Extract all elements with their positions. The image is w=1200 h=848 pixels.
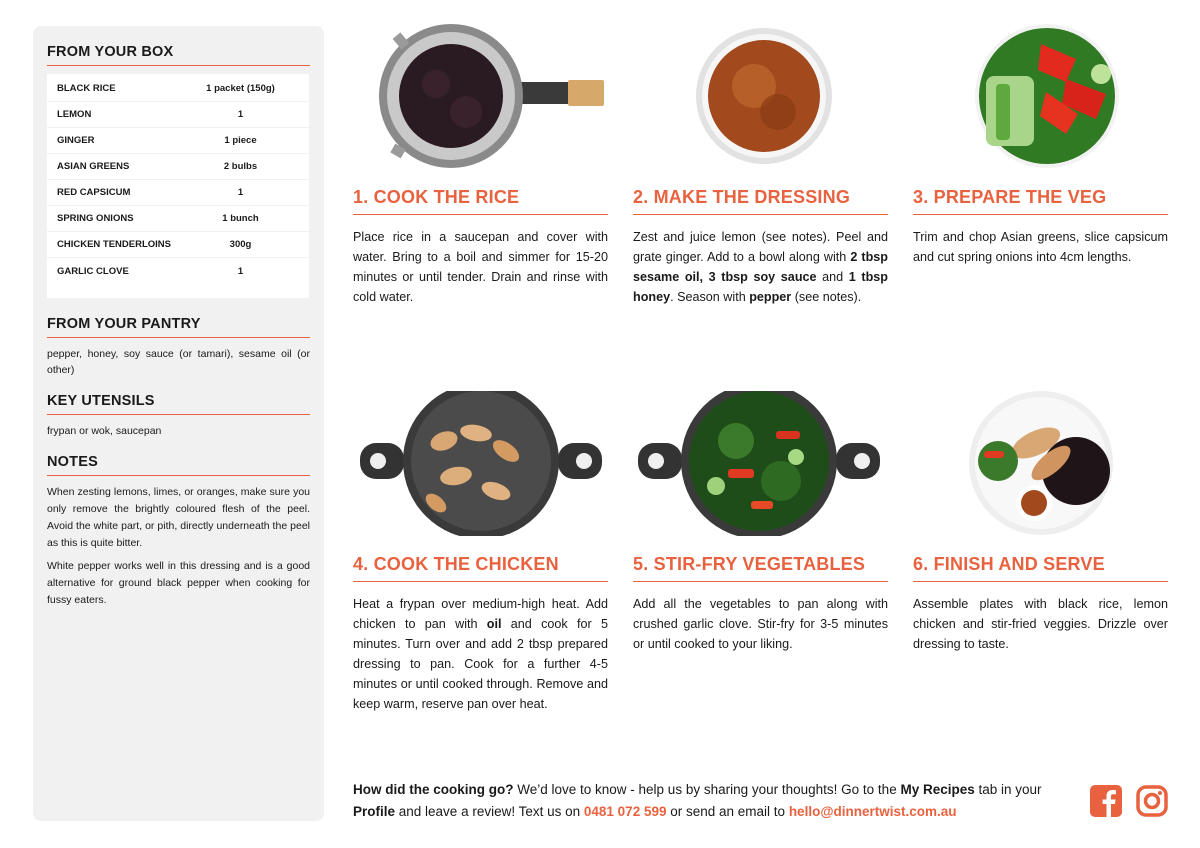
text-segment: and leave a review! Text us on	[395, 804, 584, 819]
step-title: 1. COOK THE RICE	[353, 187, 608, 215]
key-utensils-heading: KEY UTENSILS	[47, 393, 310, 415]
ingredient-name: CHICKEN TENDERLOINS	[57, 239, 172, 250]
ingredient-row	[47, 232, 309, 258]
text-segment: We’d love to know - help us by sharing your thoughts! Go to the	[513, 782, 901, 797]
from-your-pantry-heading: FROM YOUR PANTRY	[47, 316, 310, 338]
step-description	[913, 594, 1168, 654]
from-your-box-heading: FROM YOUR BOX	[47, 44, 310, 66]
text-segment: Add all the vegetables to pan along with crushed garlic clove. Stir-fry for 3-5 minutes or until cooked to your liking.	[633, 597, 888, 651]
text-segment: Trim and chop Asian greens, slice capsicum and cut spring onions into 4cm lengths.	[913, 230, 1168, 264]
text-segment: Assemble plates with black rice, lemon chicken and stir-fried veggies. Drizzle over dressing to taste.	[913, 597, 1168, 651]
text-segment: (see notes).	[791, 290, 862, 304]
step-title: 6. FINISH AND SERVE	[913, 554, 1168, 582]
note-paragraph: White pepper works well in this dressing and is a good alternative for ground black pepper when cooking for fussy eaters.	[47, 560, 310, 606]
ingredient-quantity: 2 bulbs	[223, 161, 258, 172]
step-5	[633, 391, 888, 654]
chicken-pan-photo	[353, 391, 608, 536]
text-segment[interactable]: hello@dinnertwist.com.au	[788, 804, 957, 819]
text-segment: and	[816, 270, 849, 284]
ingredient-row	[47, 258, 309, 284]
notes-section	[47, 484, 310, 609]
step-title: 2. MAKE THE DRESSING	[633, 187, 888, 215]
utensils-text: frypan or wok, saucepan	[47, 425, 162, 437]
rice-strainer-photo	[353, 24, 608, 169]
text-segment: How did the cooking go?	[353, 782, 514, 797]
text-segment: tab in your	[974, 782, 1042, 797]
step-4	[353, 391, 608, 714]
ingredient-quantity: 1 piece	[224, 135, 257, 146]
ingredient-quantity: 1	[237, 265, 244, 277]
plated-dish-photo	[913, 391, 1168, 536]
ingredient-name: ASIAN GREENS	[57, 161, 130, 172]
facebook-icon[interactable]	[1090, 785, 1122, 817]
text-segment: My Recipes	[900, 782, 975, 797]
ingredient-quantity: 300g	[229, 239, 252, 250]
text-segment: Profile	[353, 804, 396, 819]
ingredient-row	[47, 206, 309, 232]
text-segment: 1 tbsp honey	[633, 270, 888, 304]
review-footer	[353, 779, 1073, 823]
dressing-bowl-photo	[633, 24, 888, 169]
text-segment: pepper	[749, 290, 792, 304]
step-description	[353, 227, 608, 307]
step-description	[353, 594, 608, 714]
ingredient-row	[47, 128, 309, 154]
step-6	[913, 391, 1168, 654]
social-links	[1090, 785, 1168, 817]
ingredient-row	[47, 154, 309, 180]
step-1	[353, 24, 608, 307]
stir-fry-pan-photo	[633, 391, 888, 536]
ingredient-quantity: 1	[237, 109, 244, 120]
text-segment[interactable]: 0481 072 599	[583, 804, 667, 819]
chopped-veg-photo	[913, 24, 1168, 169]
ingredient-name: LEMON	[57, 109, 92, 120]
step-title: 5. STIR-FRY VEGETABLES	[633, 554, 888, 582]
text-segment: and cook for 5 minutes. Turn over and add 2 tbsp prepared dressing to pan. Cook for a further 4-5 minutes or until cooked through. Remove and keep warm, reserve pan over heat.	[353, 617, 608, 711]
text-segment: Heat a frypan over medium-high heat. Add chicken to pan with	[353, 597, 608, 631]
text-segment: Place rice in a saucepan and cover with water. Bring to a boil and simmer for 15-20 minutes or until tender. Drain and rinse with cold water.	[353, 230, 608, 304]
ingredient-quantity: 1	[237, 187, 244, 198]
text-segment: Zest and juice lemon (see notes). Peel and grate ginger. Add to a bowl along with	[633, 230, 888, 264]
pantry-text: pepper, honey, soy sauce (or tamari), sesame oil (or other)	[47, 348, 310, 376]
step-2	[633, 24, 888, 307]
ingredient-quantity: 1 packet (150g)	[206, 83, 275, 94]
ingredient-row	[47, 76, 309, 102]
step-title: 3. PREPARE THE VEG	[913, 187, 1168, 215]
text-segment: . Season with	[670, 290, 750, 304]
ingredient-row	[47, 180, 309, 206]
ingredient-name: SPRING ONIONS	[57, 213, 134, 224]
notes-heading: NOTES	[47, 454, 310, 476]
text-segment: 2 tbsp sesame oil, 3 tbsp soy sauce	[633, 250, 888, 284]
ingredient-name: RED CAPSICUM	[57, 187, 131, 198]
instagram-icon[interactable]	[1136, 785, 1168, 817]
ingredient-row	[47, 102, 309, 128]
step-3	[913, 24, 1168, 267]
step-description	[633, 594, 888, 654]
ingredient-name: GINGER	[57, 135, 95, 146]
text-segment: oil	[486, 617, 502, 631]
text-segment: or send an email to	[666, 804, 789, 819]
ingredient-name: BLACK RICE	[57, 83, 116, 94]
ingredient-name: GARLIC CLOVE	[57, 265, 129, 277]
step-title: 4. COOK THE CHICKEN	[353, 554, 608, 582]
ingredients-sidebar	[33, 26, 324, 821]
note-paragraph: When zesting lemons, limes, or oranges, make sure you only remove the brightly coloured flesh of the peel. Avoid the white part, or pith, directly underneath the peel as this is quite bitter.	[47, 486, 310, 549]
step-description	[913, 227, 1168, 267]
ingredient-quantity: 1 bunch	[222, 213, 259, 224]
ingredients-table	[47, 74, 309, 298]
step-description	[633, 227, 888, 307]
